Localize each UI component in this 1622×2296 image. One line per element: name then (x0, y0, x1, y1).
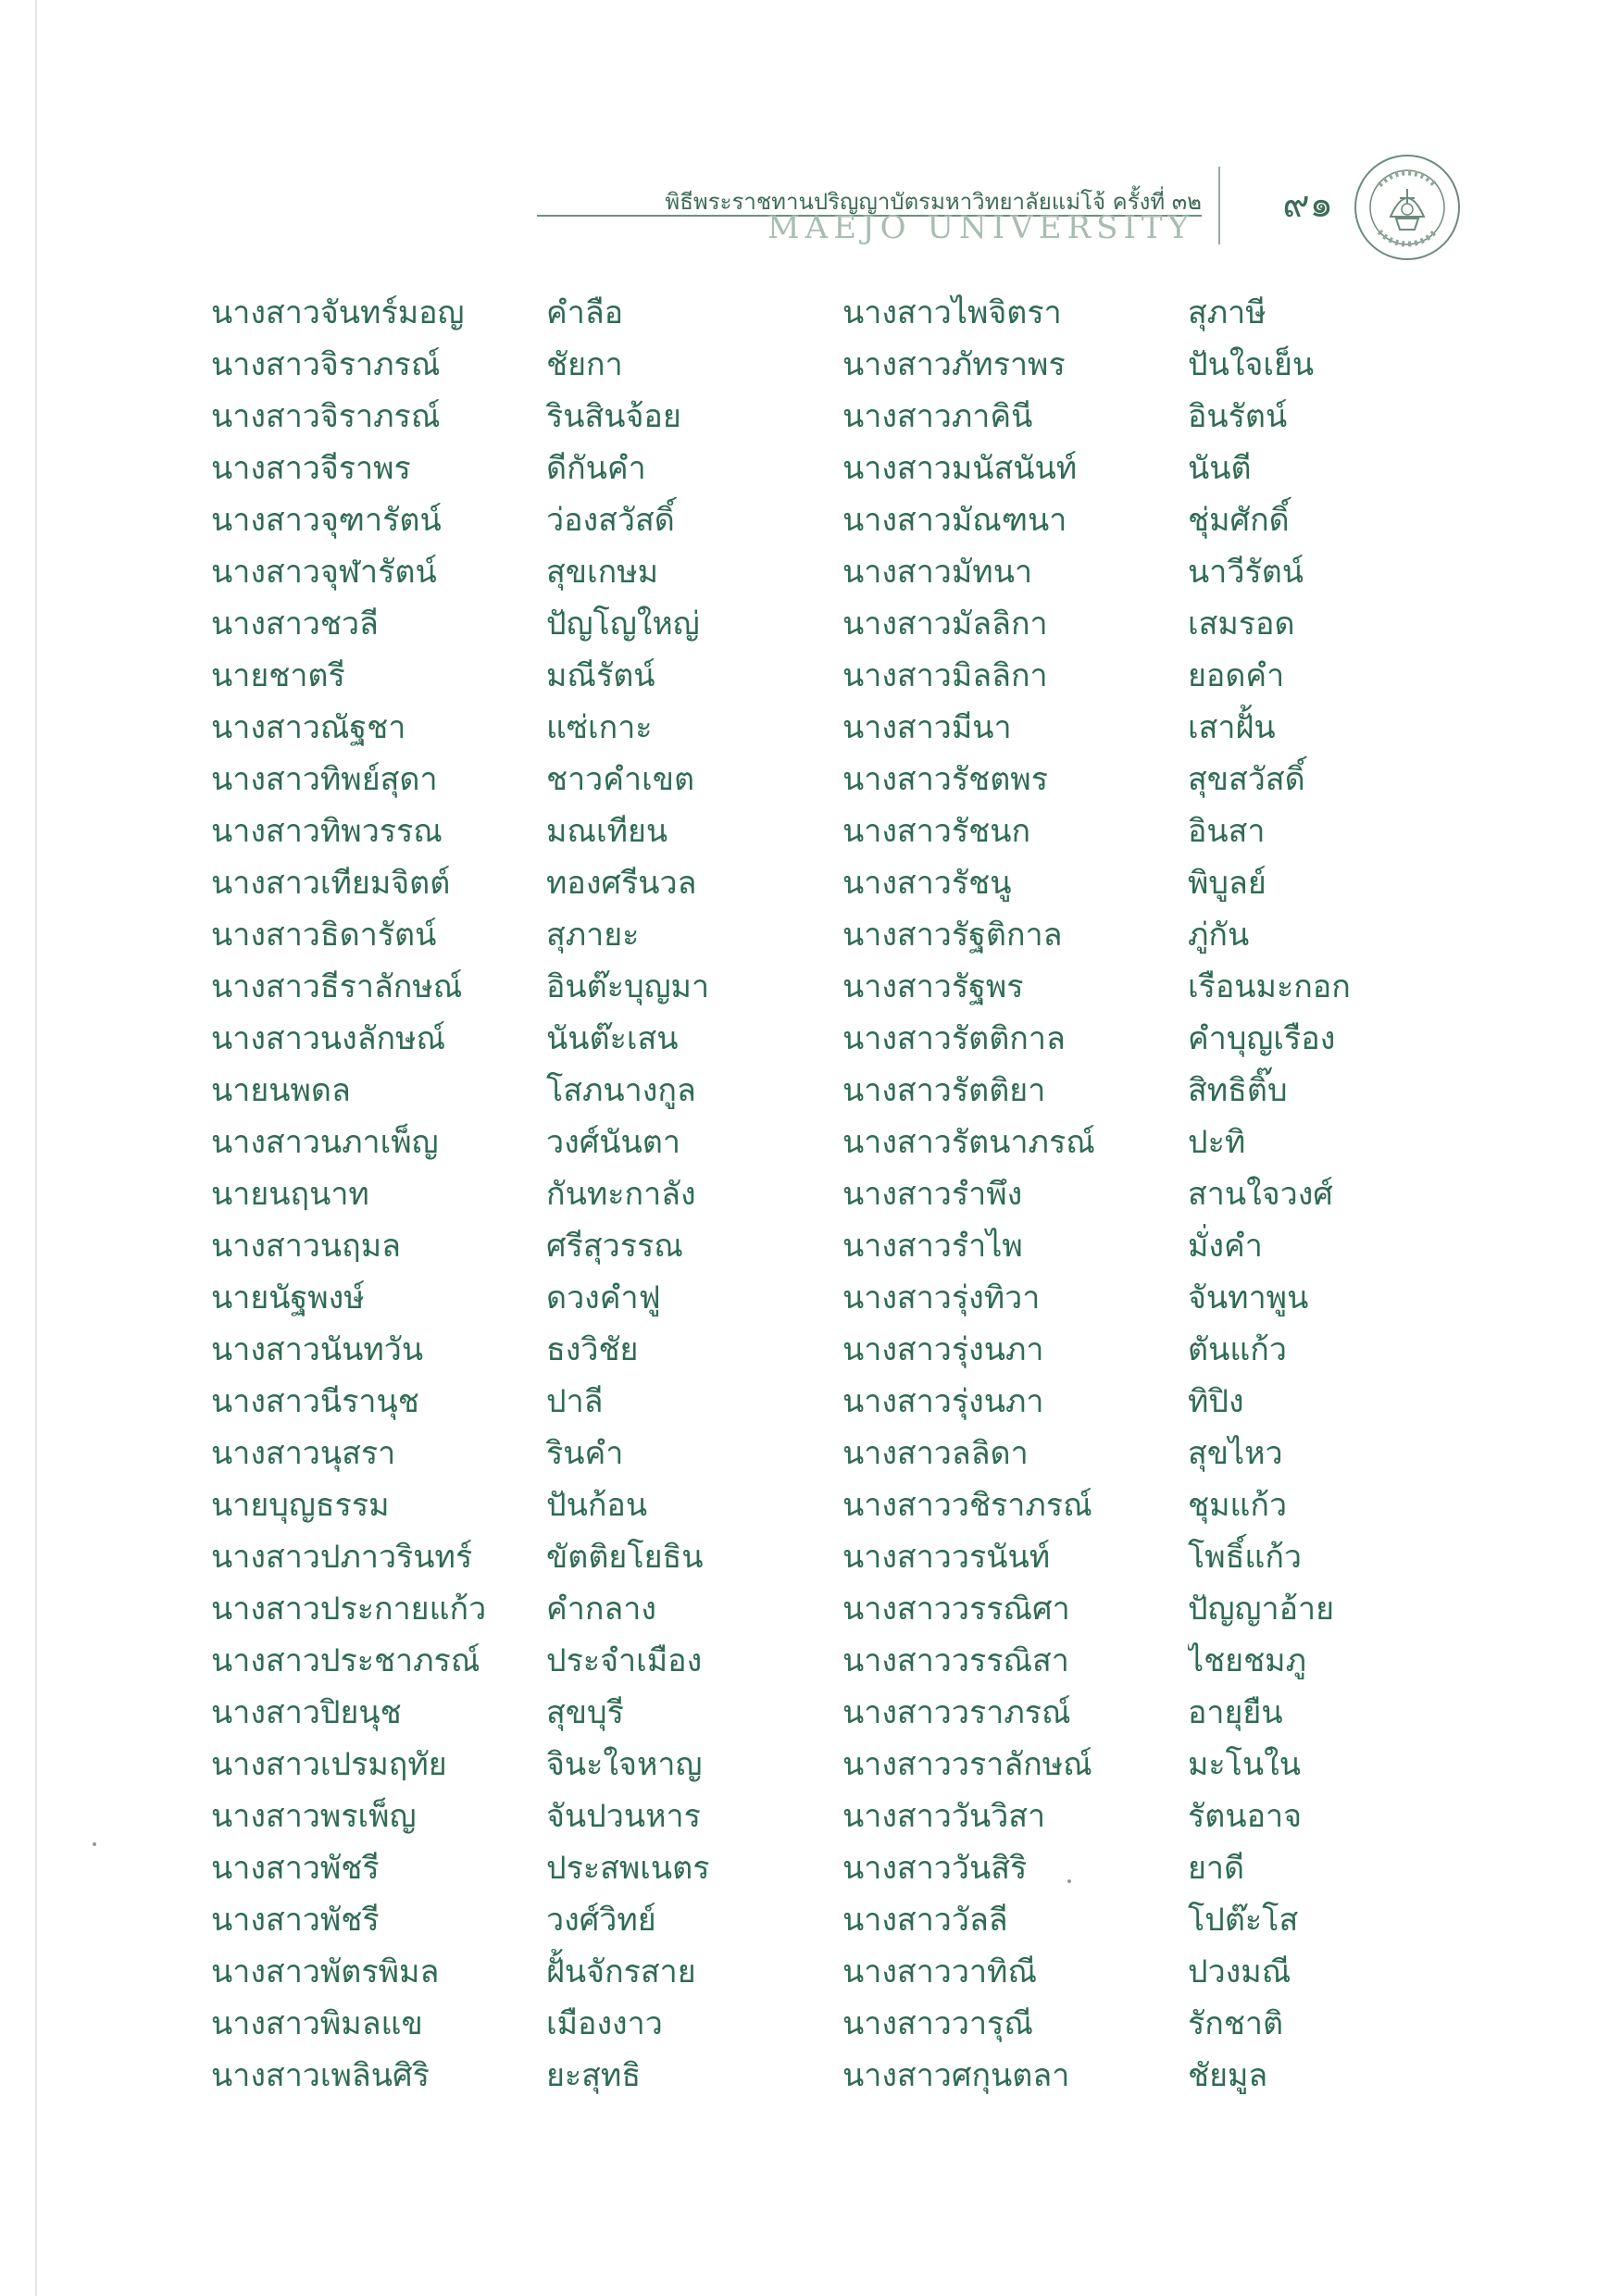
graduate-name-left: นางสาวพัชรี (211, 1850, 380, 1887)
graduate-surname-right: ภู่กัน (1188, 917, 1250, 954)
graduate-surname-right: ชุ่มศักดิ์ (1188, 502, 1290, 539)
university-name: MAEJO UNIVERSITY (767, 209, 1194, 246)
graduate-name-right: นางสาววัลลี (842, 1902, 1008, 1939)
graduate-name-right: นางสาวรัชนก (842, 813, 1031, 850)
name-row (211, 754, 1433, 805)
graduate-surname-right: อายุยืน (1188, 1694, 1283, 1731)
graduate-name-right: นางสาวมัลลิกา (842, 605, 1048, 643)
graduate-name-left: นางสาวเพลินศิริ (211, 2057, 430, 2094)
graduate-name-right: นางสาวรัตนาภรณ์ (842, 1124, 1095, 1161)
university-emblem-icon (1352, 152, 1463, 263)
graduate-name-right: นางสาวรำพึง (842, 1176, 1023, 1213)
graduate-surname-right: ตันแก้ว (1188, 1331, 1287, 1368)
graduate-name-right: นางสาววันวิสา (842, 1798, 1046, 1835)
graduate-surname-left: ปันก้อน (546, 1487, 648, 1524)
graduate-surname-right: มั่งคำ (1188, 1228, 1263, 1265)
graduate-surname-right: ปัญญาอ้าย (1188, 1591, 1335, 1628)
graduate-surname-right: รัตนอาจ (1188, 1798, 1303, 1835)
graduate-surname-right: สุขสวัสดิ์ (1188, 761, 1305, 798)
name-row (211, 1842, 1433, 1894)
graduate-surname-right: ทิปิง (1188, 1383, 1244, 1420)
name-row (211, 546, 1433, 598)
graduate-surname-left: อินต๊ะบุญมา (546, 968, 710, 1005)
graduate-surname-left: สุขเกษม (546, 554, 659, 591)
graduate-surname-left: คำลือ (546, 294, 624, 331)
graduate-name-left: นางสาวพรเพ็ญ (211, 1798, 417, 1835)
graduate-name-left: นางสาวนีรานุช (211, 1383, 419, 1420)
name-row (211, 909, 1433, 961)
graduate-name-left: นางสาวจุฑารัตน์ (211, 502, 442, 539)
graduate-surname-left: ว่องสวัสดิ์ (546, 502, 675, 539)
graduate-surname-right: รักชาติ (1188, 2005, 1284, 2042)
graduate-name-left: นางสาวนงลักษณ์ (211, 1020, 446, 1057)
graduate-surname-left: ชาวคำเขต (546, 761, 695, 798)
name-row (211, 1583, 1433, 1635)
name-row (211, 1739, 1433, 1791)
graduate-name-right: นางสาววราภรณ์ (842, 1694, 1071, 1731)
graduate-surname-right: มะโนใน (1188, 1746, 1302, 1783)
name-row (211, 1428, 1433, 1479)
graduate-name-left: นางสาวเทียมจิตต์ (211, 865, 451, 902)
graduate-surname-right: ชุมแก้ว (1188, 1487, 1288, 1524)
graduate-name-right: นางสาวรัชตพร (842, 761, 1048, 798)
graduate-name-right: นางสาวรัชนู (842, 865, 1012, 902)
graduate-surname-left: เมืองงาว (546, 2005, 663, 2042)
name-row (211, 1998, 1433, 2050)
graduate-name-right: นางสาววันสิริ (842, 1850, 1028, 1887)
graduate-surname-left: วงศ์นันตา (546, 1124, 680, 1161)
name-row (211, 287, 1433, 339)
graduate-name-left: นายชาตรี (211, 657, 345, 694)
graduate-name-right: นางสาวลลิดา (842, 1435, 1029, 1472)
name-row (211, 702, 1433, 754)
graduate-surname-right: อินรัตน์ (1188, 398, 1288, 435)
graduate-name-left: นายบุญธรรม (211, 1487, 390, 1524)
graduate-name-right: นางสาววชิราภรณ์ (842, 1487, 1092, 1524)
graduate-name-left: นางสาวนุสรา (211, 1435, 396, 1472)
graduate-surname-left: กันทะกาลัง (546, 1176, 696, 1213)
name-row (211, 1168, 1433, 1220)
name-row (211, 1220, 1433, 1272)
graduate-name-left: นางสาวประกายแก้ว (211, 1591, 487, 1628)
graduate-name-right: นางสาวมิลลิกา (842, 657, 1048, 694)
graduate-name-left: นางสาวธีราลักษณ์ (211, 968, 463, 1005)
name-row (211, 1013, 1433, 1065)
graduate-surname-right: ปวงมณี (1188, 1953, 1291, 1990)
name-row (211, 391, 1433, 443)
graduate-name-left: นางสาวพัชรี (211, 1902, 380, 1939)
graduate-name-left: นางสาวปภาวรินทร์ (211, 1539, 473, 1576)
name-row (211, 598, 1433, 650)
graduate-surname-right: สุภาษี (1188, 294, 1266, 331)
graduate-name-right: นางสาวรัฐติกาล (842, 917, 1063, 954)
graduate-name-right: นางสาวรุ่งนภา (842, 1383, 1044, 1420)
name-row (211, 1324, 1433, 1376)
graduate-surname-right: ปะทิ (1188, 1124, 1246, 1161)
graduate-surname-left: รินสินจ้อย (546, 398, 681, 435)
graduate-name-left: นางสาวจีราพร (211, 450, 411, 487)
graduate-name-right: นางสาวมีนา (842, 709, 1012, 746)
graduate-surname-right: ปันใจเย็น (1188, 346, 1315, 383)
graduate-surname-left: จินะใจหาญ (546, 1746, 703, 1783)
graduate-name-right: นางสาวรัตติยา (842, 1072, 1046, 1109)
graduate-name-left: นางสาวพัตรพิมล (211, 1953, 440, 1990)
graduate-name-left: นางสาวพิมลแข (211, 2005, 423, 2042)
graduate-name-left: นางสาวประชาภรณ์ (211, 1642, 480, 1679)
graduate-surname-right: พิบูลย์ (1188, 865, 1266, 902)
graduate-surname-right: ยาดี (1188, 1850, 1245, 1887)
graduate-surname-right: เสมรอด (1188, 605, 1295, 643)
graduate-name-left: นางสาวจิราภรณ์ (211, 346, 441, 383)
graduate-surname-right: โปต๊ะโส (1188, 1902, 1299, 1939)
graduate-name-left: นางสาวนภาเพ็ญ (211, 1124, 439, 1161)
graduate-surname-left: สุขบุรี (546, 1694, 624, 1731)
graduate-name-right: นางสาวภัทราพร (842, 346, 1066, 383)
graduate-surname-left: คำกลาง (546, 1591, 656, 1628)
graduate-name-left: นางสาวเปรมฤทัย (211, 1746, 447, 1783)
graduate-name-right: นางสาวรัตติกาล (842, 1020, 1066, 1057)
graduate-name-left: นางสาวธิดารัตน์ (211, 917, 437, 954)
graduate-surname-right: สุขไหว (1188, 1435, 1283, 1472)
graduate-name-right: นางสาวไพจิตรา (842, 294, 1062, 331)
graduate-name-right: นางสาววรรณิสา (842, 1642, 1069, 1679)
header-divider (1218, 167, 1220, 244)
graduate-surname-right: สานใจวงศ์ (1188, 1176, 1333, 1213)
graduate-surname-left: ธงวิชัย (546, 1331, 639, 1368)
graduate-surname-right: ยอดคำ (1188, 657, 1285, 694)
graduate-surname-right: นันตี (1188, 450, 1252, 487)
graduate-surname-left: ประสพเนตร (546, 1850, 710, 1887)
name-row (211, 1687, 1433, 1739)
graduate-surname-left: รินคำ (546, 1435, 624, 1472)
name-row (211, 443, 1433, 494)
graduate-surname-left: ชัยกา (546, 346, 623, 383)
name-row (211, 1117, 1433, 1168)
graduate-surname-left: สุภายะ (546, 917, 640, 954)
graduate-surname-right: จันทาพูน (1188, 1279, 1309, 1316)
graduate-name-right: นางสาววรรณิศา (842, 1591, 1070, 1628)
graduate-name-right: นางสาวรำไพ (842, 1228, 1023, 1265)
name-row (211, 1635, 1433, 1687)
graduate-name-left: นางสาวณัฐชา (211, 709, 406, 746)
graduate-name-left: นางสาวชวลี (211, 605, 379, 643)
graduate-surname-left: โสภนางกูล (546, 1072, 696, 1109)
name-row (211, 1065, 1433, 1117)
graduate-surname-left: แซ่เกาะ (546, 709, 653, 746)
name-row (211, 650, 1433, 702)
graduate-name-right: นางสาวมนัสนันท์ (842, 450, 1078, 487)
graduate-name-left: นางสาวจิราภรณ์ (211, 398, 441, 435)
graduate-surname-left: วงศ์วิทย์ (546, 1902, 656, 1939)
graduate-name-right: นางสาวภาคินี (842, 398, 1033, 435)
graduate-name-left: นางสาวทิพวรรณ (211, 813, 443, 850)
name-row (211, 1376, 1433, 1428)
graduate-surname-right: เสาฝั้น (1188, 709, 1276, 746)
name-row (211, 339, 1433, 391)
graduate-surname-left: ประจำเมือง (546, 1642, 703, 1679)
page-number: ๙๑ (1282, 183, 1333, 226)
graduate-name-left: นางสาวนันทวัน (211, 1331, 424, 1368)
page-header (537, 167, 1463, 268)
graduate-name-list (211, 287, 1433, 2102)
name-row (211, 1531, 1433, 1583)
graduate-surname-left: มณเทียน (546, 813, 668, 850)
scan-speck (93, 1842, 96, 1846)
name-row (211, 1272, 1433, 1324)
graduate-surname-right: นาวีรัตน์ (1188, 554, 1304, 591)
graduate-surname-left: ดวงคำฟู (546, 1279, 661, 1316)
graduate-surname-left: ยะสุทธิ (546, 2057, 642, 2094)
name-row (211, 961, 1433, 1013)
graduate-name-left: นายนฤนาท (211, 1176, 369, 1213)
name-row (211, 1946, 1433, 1998)
graduate-name-right: นางสาวรุ่งทิวา (842, 1279, 1041, 1316)
graduate-name-left: นางสาวนฤมล (211, 1228, 401, 1265)
graduate-surname-right: ไชยชมภู (1188, 1642, 1306, 1679)
graduate-surname-right: ชัยมูล (1188, 2057, 1268, 2094)
graduate-name-right: นางสาววรนันท์ (842, 1539, 1051, 1576)
graduate-name-right: นางสาวมัทนา (842, 554, 1033, 591)
name-row (211, 2050, 1433, 2102)
graduate-name-left: นายนพดล (211, 1072, 351, 1109)
graduate-name-right: นางสาวมัณฑนา (842, 502, 1067, 539)
graduate-surname-right: เรือนมะกอก (1188, 968, 1351, 1005)
graduate-name-left: นางสาวปิยนุช (211, 1694, 402, 1731)
graduate-surname-right: คำบุญเรือง (1188, 1020, 1336, 1057)
graduate-surname-left: ปาลี (546, 1383, 604, 1420)
graduate-name-left: นางสาวจุฬารัตน์ (211, 554, 437, 591)
graduate-surname-right: สิทธิติ๊บ (1188, 1072, 1288, 1109)
graduate-surname-left: จันปวนหาร (546, 1798, 701, 1835)
graduate-name-right: นางสาววาทิณี (842, 1953, 1038, 1990)
graduate-surname-left: ทองศรีนวล (546, 865, 697, 902)
graduate-surname-left: ขัตติยโยธิน (546, 1539, 704, 1576)
graduate-surname-left: ดีกันคำ (546, 450, 646, 487)
graduate-name-left: นางสาวจันทร์มอญ (211, 294, 465, 331)
graduate-surname-left: ปัญโญใหญ่ (546, 605, 700, 643)
graduate-name-right: นางสาวรัฐพร (842, 968, 1024, 1005)
scan-speck (1067, 1879, 1071, 1883)
name-row (211, 805, 1433, 857)
graduate-name-left: นางสาวทิพย์สุดา (211, 761, 438, 798)
graduate-name-left: นายนัฐพงษ์ (211, 1279, 365, 1316)
graduate-name-right: นางสาวรุ่งนภา (842, 1331, 1044, 1368)
name-row (211, 1479, 1433, 1531)
graduate-name-right: นางสาววราลักษณ์ (842, 1746, 1092, 1783)
page-binding-edge (35, 0, 37, 2296)
graduate-surname-left: ศรีสุวรรณ (546, 1228, 683, 1265)
graduate-surname-right: อินสา (1188, 813, 1266, 850)
graduate-surname-left: มณีรัตน์ (546, 657, 655, 694)
graduate-name-right: นางสาวศกุนตลา (842, 2057, 1070, 2094)
name-row (211, 494, 1433, 546)
graduate-surname-left: ฝั้นจักรสาย (546, 1953, 696, 1990)
name-row (211, 1894, 1433, 1946)
name-row (211, 857, 1433, 909)
name-row (211, 1791, 1433, 1842)
graduate-surname-right: โพธิ์แก้ว (1188, 1539, 1303, 1576)
graduate-name-right: นางสาววารุณี (842, 2005, 1033, 2042)
graduate-surname-left: นันต๊ะเสน (546, 1020, 679, 1057)
ceremony-title: พิธีพระราชทานปริญญาบัตรมหาวิทยาลัยแม่โจ้ ครั้งที่ ๓๒ (665, 189, 1202, 215)
